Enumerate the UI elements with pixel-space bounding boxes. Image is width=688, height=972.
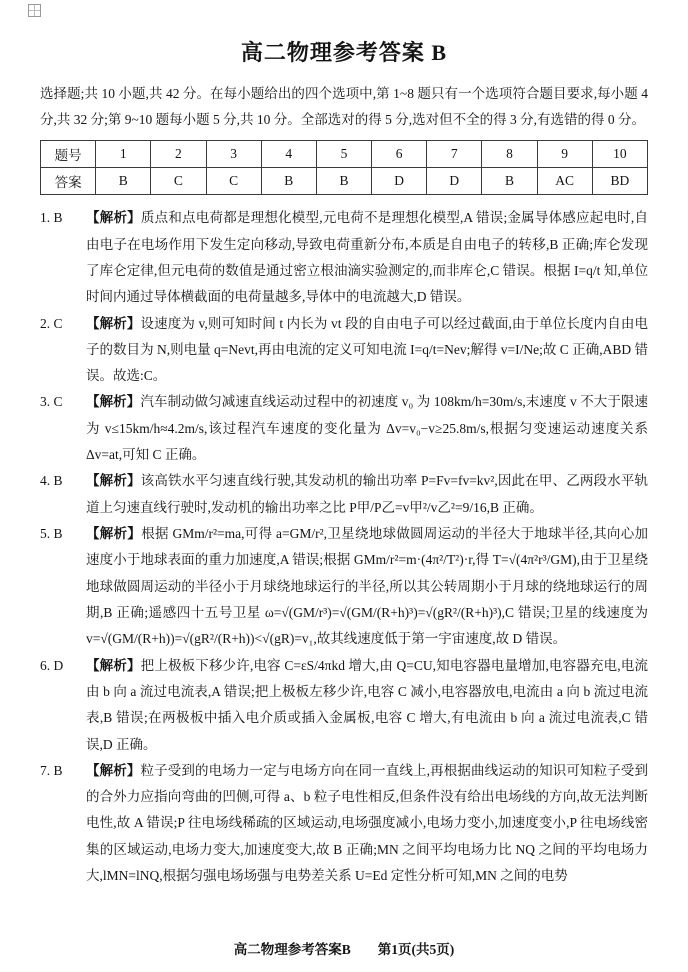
solution-item-6: [40, 653, 648, 758]
answer-header: 答案: [41, 168, 96, 195]
solution-number: 4. B: [40, 473, 63, 489]
intro-paragraph: 选择题;共 10 小题,共 42 分。在每小题给出的四个选项中,第 1~8 题只有一个选项符合题目要求,每小题 4 分,共 32 分;第 9~10 题每小题 5 分,共 10 分。全部选对的得 5 分,选对但不全的得 3 分,有选错的得 0 分。: [40, 86, 648, 127]
solution-text: [86, 758, 648, 890]
solution-item-2: [40, 311, 648, 390]
solution-item-3: [40, 389, 648, 468]
page-footer: [0, 938, 688, 958]
solution-text: [86, 521, 648, 653]
table-row-answers: [41, 168, 648, 195]
solution-number: 6. D: [40, 657, 64, 673]
table-cell: 8: [482, 141, 537, 168]
table-cell: 7: [427, 141, 482, 168]
table-cell: C: [151, 168, 206, 195]
table-cell: 3: [206, 141, 261, 168]
analysis-tag: 【解析】: [86, 210, 141, 226]
table-cell: D: [427, 168, 482, 195]
table-cell: B: [482, 168, 537, 195]
footer-page-number: 第1页(共5页): [377, 942, 455, 957]
solution-body: 设速度为 v,则可知时间 t 内长为 vt 段的自由电子可以经过截面,由于单位长度内自由电子的数目为 N,则电量 q=Nevt,再由电流的定义可知电流 I=q/t=Nev;解得 v=I/Ne;故 C 正确,ABD 错误。故选:C。: [86, 315, 649, 384]
table-cell: 9: [537, 141, 592, 168]
table-cell: B: [96, 168, 151, 195]
solution-body: 质点和点电荷都是理想化模型,元电荷不是理想化模型,A 错误;金属导体感应起电时,自由电子在电场作用下发生定向移动,导致电荷重新分布,本质是自由电子的转移,B 正确;库仑发现了库仑定律,但元电荷的数值是通过密立根油滴实验测定的,而非库仑,C 错误。根据 I=q/t 知,单位时间内通过导体横截面的电荷量越多,导体中的电流越大,D 错误。: [86, 210, 648, 305]
table-cell: B: [316, 168, 371, 195]
solution-text: [86, 468, 648, 521]
table-cell: 2: [151, 141, 206, 168]
table-cell: 5: [316, 141, 371, 168]
table-row-question-numbers: [41, 141, 648, 168]
solution-item-4: [40, 468, 648, 521]
solution-text: [86, 311, 648, 390]
question-number-header: 题号: [41, 141, 96, 168]
analysis-tag: 【解析】: [86, 315, 141, 331]
analysis-tag: 【解析】: [86, 762, 141, 778]
table-cell: B: [261, 168, 316, 195]
table-cell: 1: [96, 141, 151, 168]
answer-table: [40, 140, 648, 195]
analysis-tag: 【解析】: [86, 526, 142, 542]
table-cell: D: [372, 168, 427, 195]
solution-text: [86, 653, 648, 758]
solution-number: 1. B: [40, 210, 63, 226]
solutions-list: [40, 205, 648, 889]
solution-body: 该高铁水平匀速直线行驶,其发动机的输出功率 P=Fv=fv=kv²,因此在甲、乙两段水平轨道上匀速直线行驶时,发动机的输出功率之比 P甲/P乙=v甲²/v乙²=9/16,B 正确。: [86, 473, 649, 515]
registration-mark-icon: [28, 4, 41, 17]
solution-number: 7. B: [40, 762, 63, 778]
page-title: 高二物理参考答案 B: [240, 40, 448, 65]
table-cell: C: [206, 168, 261, 195]
solution-text: [86, 205, 648, 310]
solution-body: 根据 GMm/r²=ma,可得 a=GM/r²,卫星绕地球做圆周运动的半径大于地球半径,其向心加速度小于地球表面的重力加速度,A 错误;根据 GMm/r²=m·(4π²/T²)·r,得 T=√(4π²r³/GM),由于卫星绕地球做圆周运动的半径小于月球绕地球运行的半径,所以其公转周期小于月球的绕地球运行的周期,B 正确;遥感四十五号卫星 ω=√(GM/r³)=√(GM/(R+h)³)=√(gR²/(R+h)³),C 错误;卫星的线速度为 v=√(GM/(R+h))=√(gR²/(R+h))<√(gR)=v₁,故其线速度低于第一宇宙速度,故 D 错误。: [86, 526, 649, 647]
solution-item-5: [40, 521, 648, 653]
table-cell: 6: [372, 141, 427, 168]
solution-item-7: [40, 758, 648, 890]
table-cell: 10: [592, 141, 647, 168]
solution-number: 3. C: [40, 394, 63, 410]
solution-number: 2. C: [40, 315, 63, 331]
solution-body: 粒子受到的电场力一定与电场方向在同一直线上,再根据曲线运动的知识可知粒子受到的合外力应指向弯曲的凹侧,可得 a、b 粒子电性相反,但条件没有给出电场线的方向,故无法判断电性,故 A 错误;P 往电场线稀疏的区域运动,电场强度减小,电场力变小,加速度变小,P 往电场线密集的区域运动,电场力变大,加速度变大,故 B 正确;MN 之间平均电场力比 NQ 之间的平均电场力大,lMN=lNQ,根据匀强电场场强与电势差关系 U=Ed 定性分析可知,MN 之间的电势: [86, 762, 648, 884]
solution-body: 汽车制动做匀减速直线运动过程中的初速度 v₀ 为 108km/h=30m/s,末速度 v 不大于限速为 v≤15km/h≈4.2m/s,该过程汽车速度的变化量为 Δv=v₀−v≥25.8m/s,根据匀变速运动速度关系 Δv=at,可知 C 正确。: [86, 394, 649, 463]
solution-item-1: [40, 205, 648, 310]
table-cell: AC: [537, 168, 592, 195]
solution-body: 把上极板下移少许,电容 C=εS/4πkd 增大,由 Q=CU,知电容器电量增加,电容器充电,电流由 b 向 a 流过电流表,A 错误;把上极板左移少许,电容 C 减小,电容器放电,电流由 a 向 b 流过电流表,B 错误;在两极板中插入电介质或插入金属板,电容 C 增大,有电流由 b 向 a 流过电流表,C 错误,D 正确。: [86, 657, 649, 752]
analysis-tag: 【解析】: [86, 657, 141, 673]
solution-text: [86, 389, 648, 468]
analysis-tag: 【解析】: [86, 473, 141, 489]
analysis-tag: 【解析】: [86, 394, 141, 410]
table-cell: 4: [261, 141, 316, 168]
solution-number: 5. B: [40, 526, 63, 542]
footer-doc-name: 高二物理参考答案B: [233, 942, 351, 957]
table-cell: BD: [592, 168, 647, 195]
